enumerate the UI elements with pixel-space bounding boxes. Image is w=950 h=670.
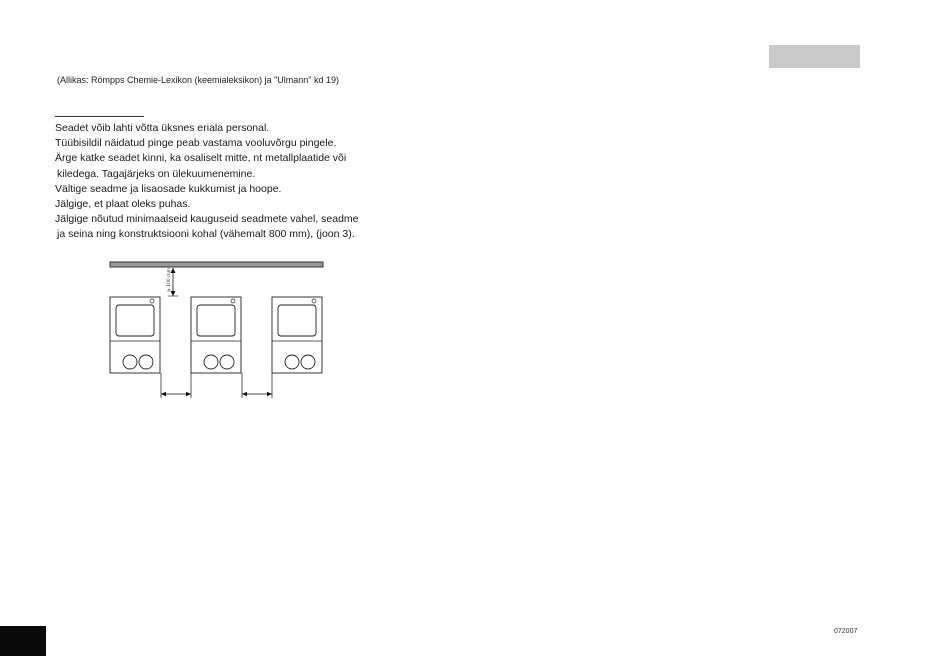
safety-instructions bbox=[55, 121, 395, 243]
instruction-line: Vältige seadme ja lisaosade kukkumist ja hoope. bbox=[55, 182, 282, 195]
clearance-diagram bbox=[104, 255, 334, 405]
device-unit bbox=[110, 297, 160, 373]
instruction-line: ja seina ning konstruktsiooni kohal (vähemalt 800 mm), (joon 3). bbox=[57, 228, 355, 241]
document-code: 072007 bbox=[834, 628, 858, 635]
source-note: (Allikas: Römpps Chemie-Lexikon (keemialeksikon) ja "Ulmann" kd 19) bbox=[57, 75, 339, 85]
overhead-structure bbox=[110, 262, 323, 267]
device-unit bbox=[191, 297, 241, 373]
section-tab bbox=[769, 45, 860, 68]
footnote-divider bbox=[55, 116, 144, 117]
horizontal-clearance-arrow bbox=[242, 373, 272, 398]
instruction-line: Tüübisildil näidatud pinge peab vastama vooluvõrgu pingele. bbox=[55, 137, 337, 150]
instruction-line: Seadet võib lahti võtta üksnes eriala personal. bbox=[55, 122, 270, 134]
instruction-line: Jälgige, et plaat oleks puhas. bbox=[55, 198, 191, 211]
instruction-line: kiledega. Tagajärjeks on ülekuumenemine. bbox=[57, 167, 256, 180]
clearance-label: ≥ 100 mm bbox=[167, 268, 172, 292]
horizontal-clearance-arrow bbox=[161, 373, 191, 398]
page-corner-marker bbox=[0, 626, 46, 656]
instruction-line: Ärge katke seadet kinni, ka osaliselt mitte, nt metallplaatide või bbox=[55, 152, 347, 165]
instruction-line: Jälgige nõutud minimaalseid kauguseid seadmete vahel, seadme bbox=[55, 213, 359, 226]
device-unit bbox=[272, 297, 322, 373]
